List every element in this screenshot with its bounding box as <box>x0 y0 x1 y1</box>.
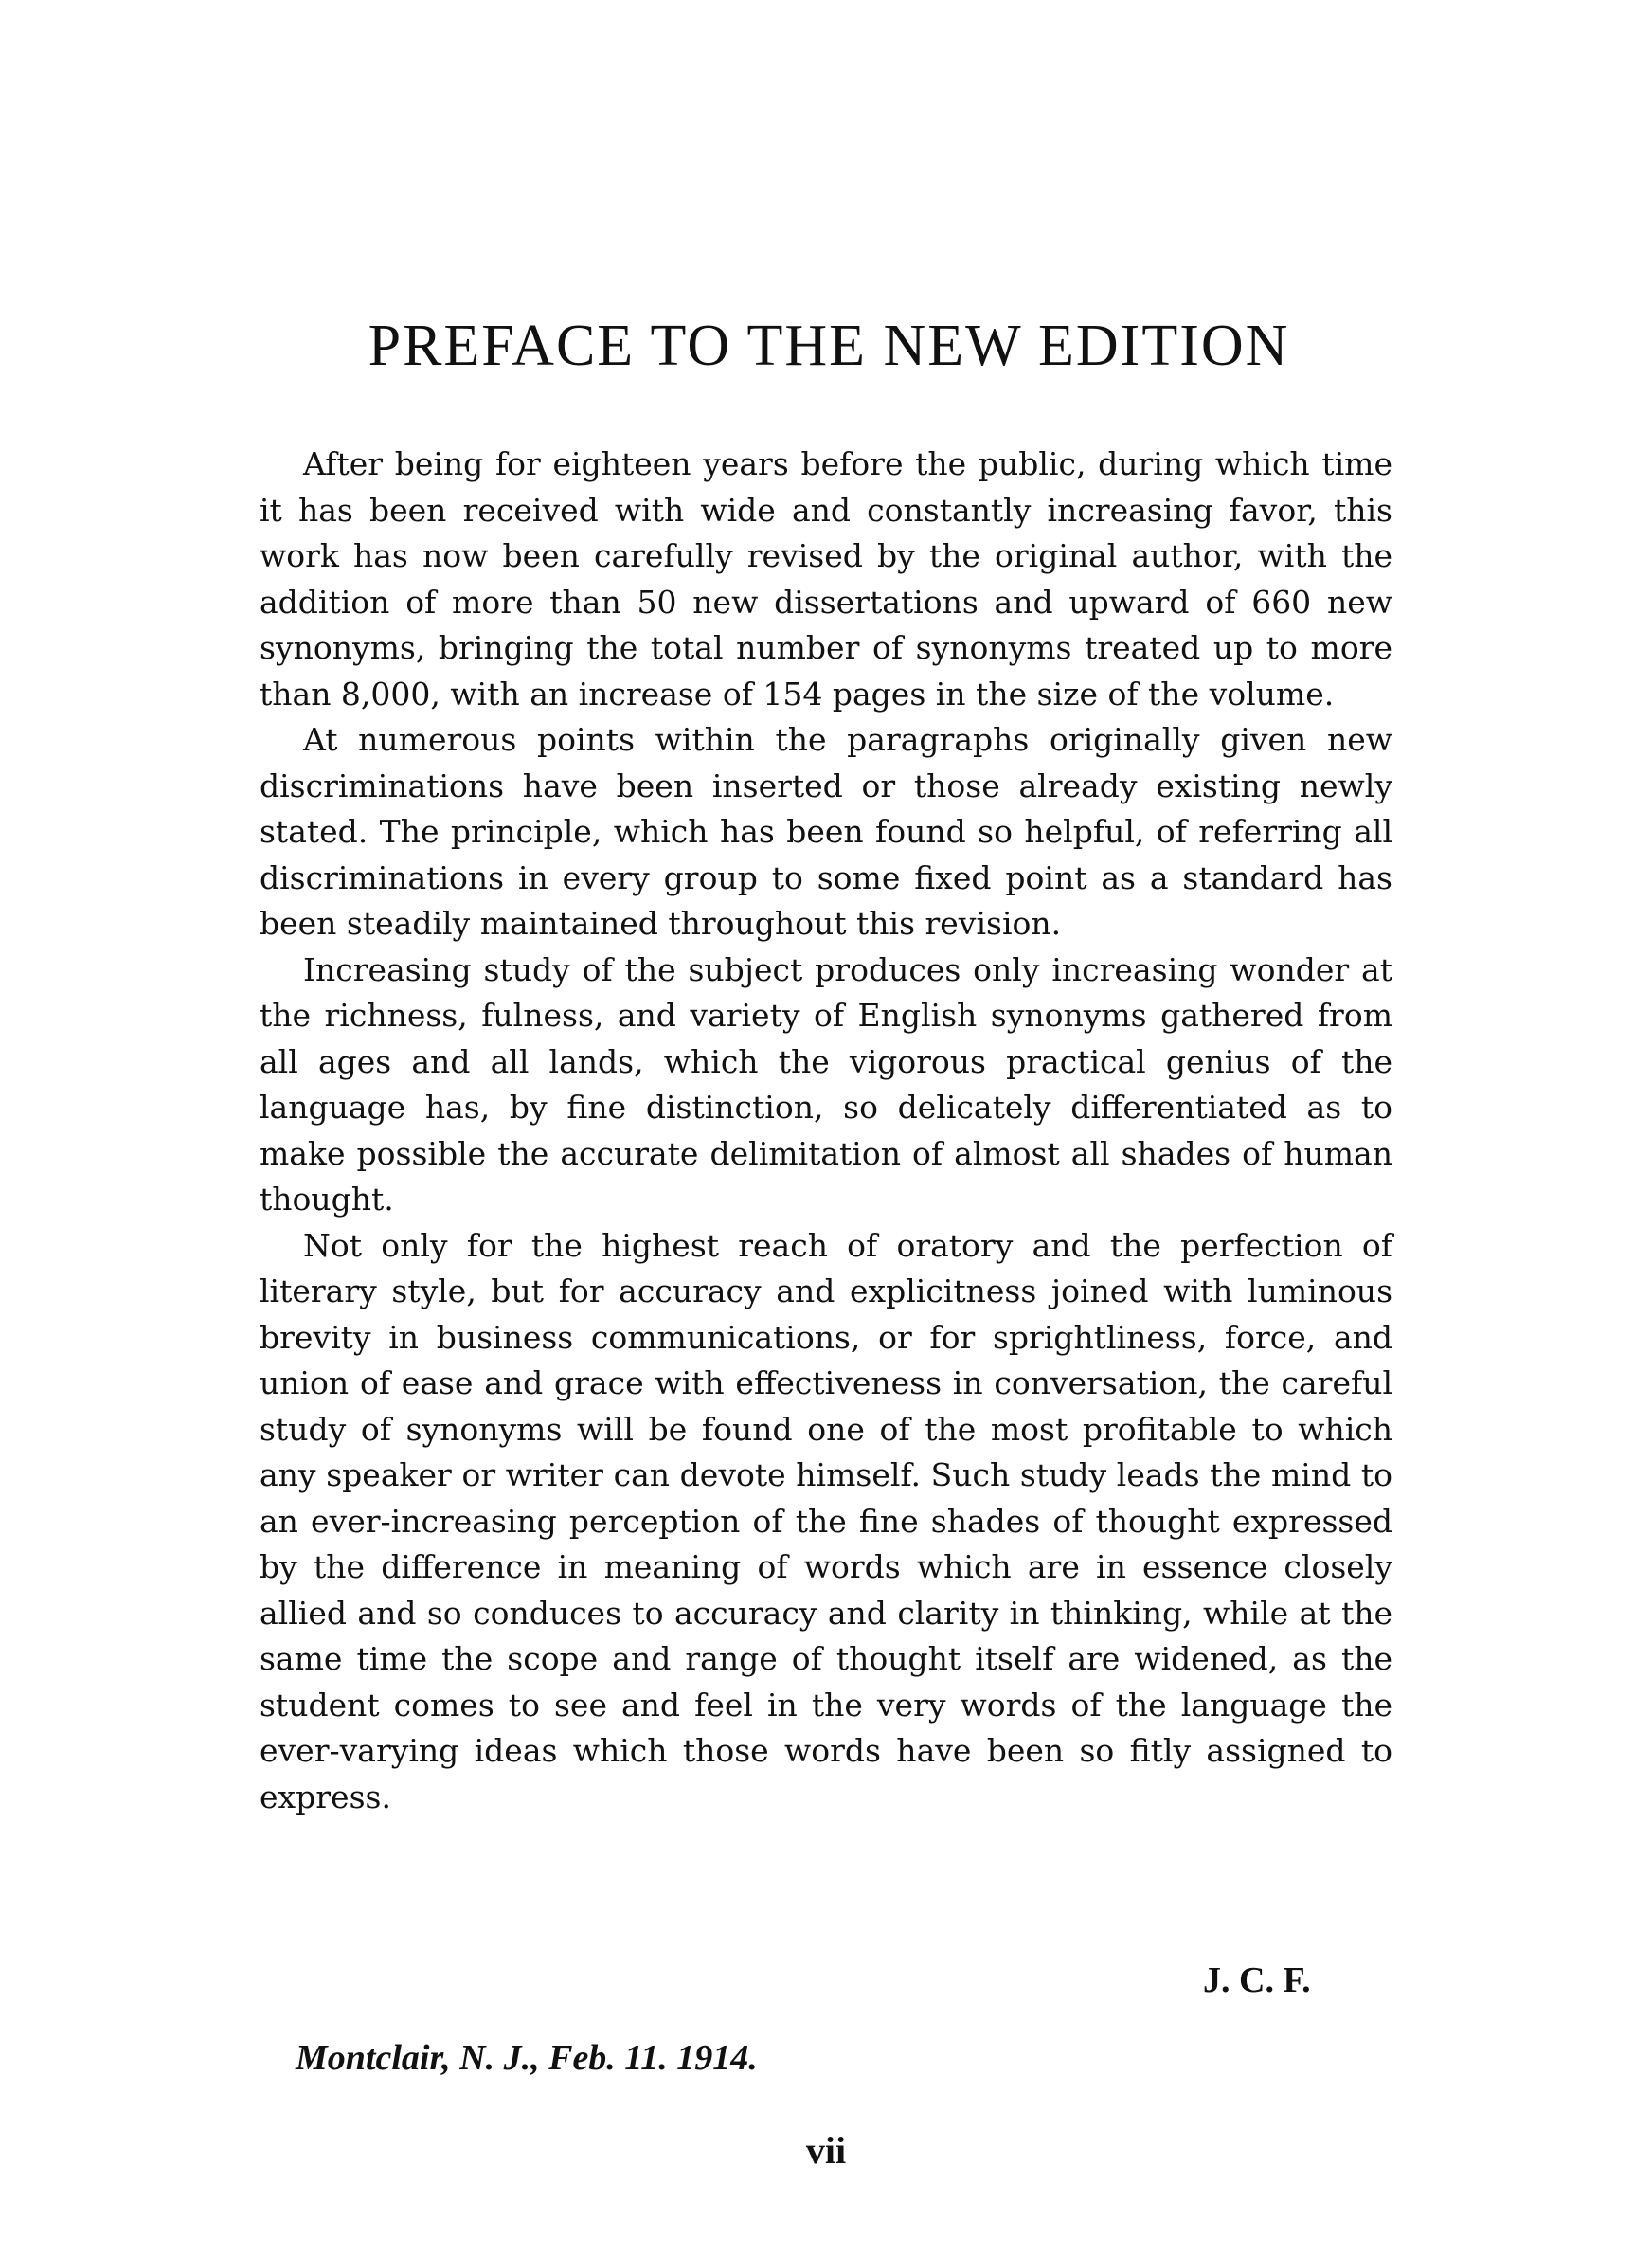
paragraph-1: After being for eighteen years before the public, during which time it has been received with wide and constantly increasing favor, this work has now been carefully revised by the original author, with the addition of more than 50 new dissertations and upward of 660 new synonyms, bringing the total number of synonyms treated up to more than 8,000, with an increase of 154 pages in the size of the volume. <box>260 445 1392 713</box>
preface-title: PREFACE TO THE NEW EDITION <box>368 314 1290 378</box>
page-number: vii <box>805 2129 847 2172</box>
paragraph-3: Increasing study of the subject produces only increasing wonder at the richness, fulness, and variety of English synonyms gathered from all ages and all lands, which the vigorous practical genius of the language has, by fine distinction, so delicately differentiated as to make possible the accurate delimitation of almost all shades of human thought. <box>260 950 1392 1218</box>
paragraph-4: Not only for the highest reach of oratory and the perfection of literary style, but for accuracy and explicitness joined with luminous brevity in business communications, or for sprightliness, force, and union of ease and grace with effectiveness in conversation, the careful study of synonyms will be found one of the most profitable to which any speaker or writer can devote himself. Such study leads the mind to an ever-increasing perception of the fine shades of thought expressed by the difference in meaning of words which are in essence closely allied and so conduces to accuracy and clarity in thinking, while at the same time the scope and range of thought itself are widened, as the student comes to see and feel in the very words of the language the ever-varying ideas which those words have been so fitly assigned to express. <box>260 1226 1392 1815</box>
place-and-date: Montclair, N. J., Feb. 11. 1914. <box>296 2038 758 2078</box>
author-initials: J. C. F. <box>1203 1960 1311 2000</box>
preface-body <box>260 442 1392 1820</box>
paragraph-2: At numerous points within the paragraphs originally given new discriminations have been inserted or those already existing newly stated. The principle, which has been found so helpful, of referring all discriminations in every group to some fixed point as a standard has been steadily maintained throughout this revision. <box>260 721 1392 942</box>
